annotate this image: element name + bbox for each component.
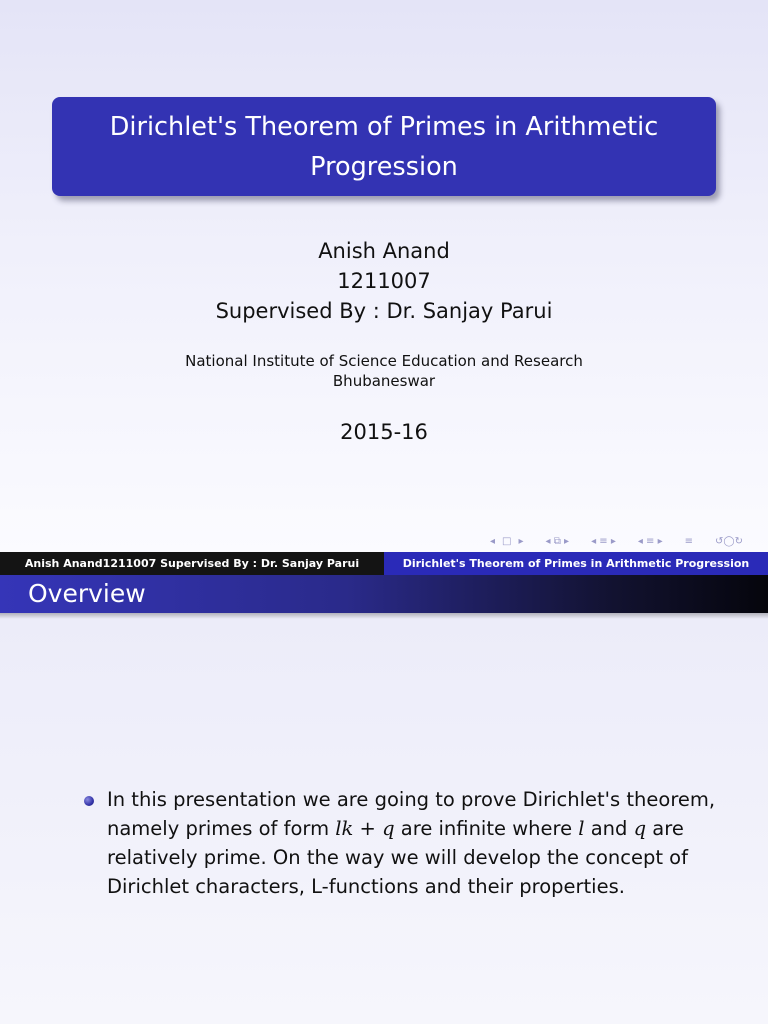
nav-align-icon[interactable]: ≡ — [684, 536, 694, 547]
roll-number: 1211007 — [337, 269, 431, 293]
title-line-1: Dirichlet's Theorem of Primes in Arithmetic — [109, 111, 659, 142]
bullet-line-2: namely primes of form lk + q are infinite where l and q are — [107, 817, 684, 840]
math-q: q — [382, 817, 395, 840]
nav-subsection-icon[interactable]: ◂ ≡ ▸ — [637, 536, 663, 547]
author-block — [0, 236, 768, 326]
nav-section-icon[interactable]: ◂ ≡ ▸ — [591, 536, 616, 547]
nav-frame-icon[interactable]: ◂ ⧉ ▸ — [545, 536, 570, 547]
title-line-2: Progression — [310, 151, 458, 182]
frame-header — [0, 575, 768, 613]
institute-city: Bhubaneswar — [332, 372, 436, 390]
nav-prev-slide-icon[interactable]: ◂ — [490, 536, 496, 547]
institute-name: National Institute of Science Education and Research — [185, 352, 583, 370]
bullet-item — [84, 785, 734, 901]
frame-title: Overview — [28, 579, 146, 608]
math-q-2: q — [633, 817, 647, 840]
author-name: Anish Anand — [318, 239, 450, 263]
bullet-line-3: relatively prime. On the way we will develop the concept of — [107, 846, 688, 869]
title-box — [52, 97, 716, 196]
footer-author: Anish Anand1211007 Supervised By : Dr. Sanjay Parui — [0, 552, 384, 575]
bullet-line-1: In this presentation we are going to prove Dirichlet's theorem, — [107, 788, 716, 811]
footer-title: Dirichlet's Theorem of Primes in Arithmetic Progression — [384, 552, 768, 575]
nav-next-slide-icon[interactable]: ▸ — [518, 536, 524, 547]
bullet-icon — [84, 796, 94, 806]
supervisor: Supervised By : Dr. Sanjay Parui — [215, 299, 553, 323]
footer-strip — [0, 552, 768, 575]
bullet-text — [107, 785, 715, 901]
bullet-line-4: Dirichlet characters, L-functions and their properties. — [107, 875, 625, 898]
institute-block — [0, 351, 768, 391]
presentation-title — [84, 107, 684, 187]
frame-header-shadow — [0, 613, 768, 619]
math-lk: lk — [335, 817, 354, 840]
nav-search-icon[interactable]: ↺◯↻ — [715, 536, 743, 547]
nav-slide-icon[interactable]: □ — [502, 536, 512, 547]
beamer-navigation — [490, 534, 743, 550]
presentation-date: 2015-16 — [340, 420, 428, 444]
math-l: l — [578, 817, 585, 840]
